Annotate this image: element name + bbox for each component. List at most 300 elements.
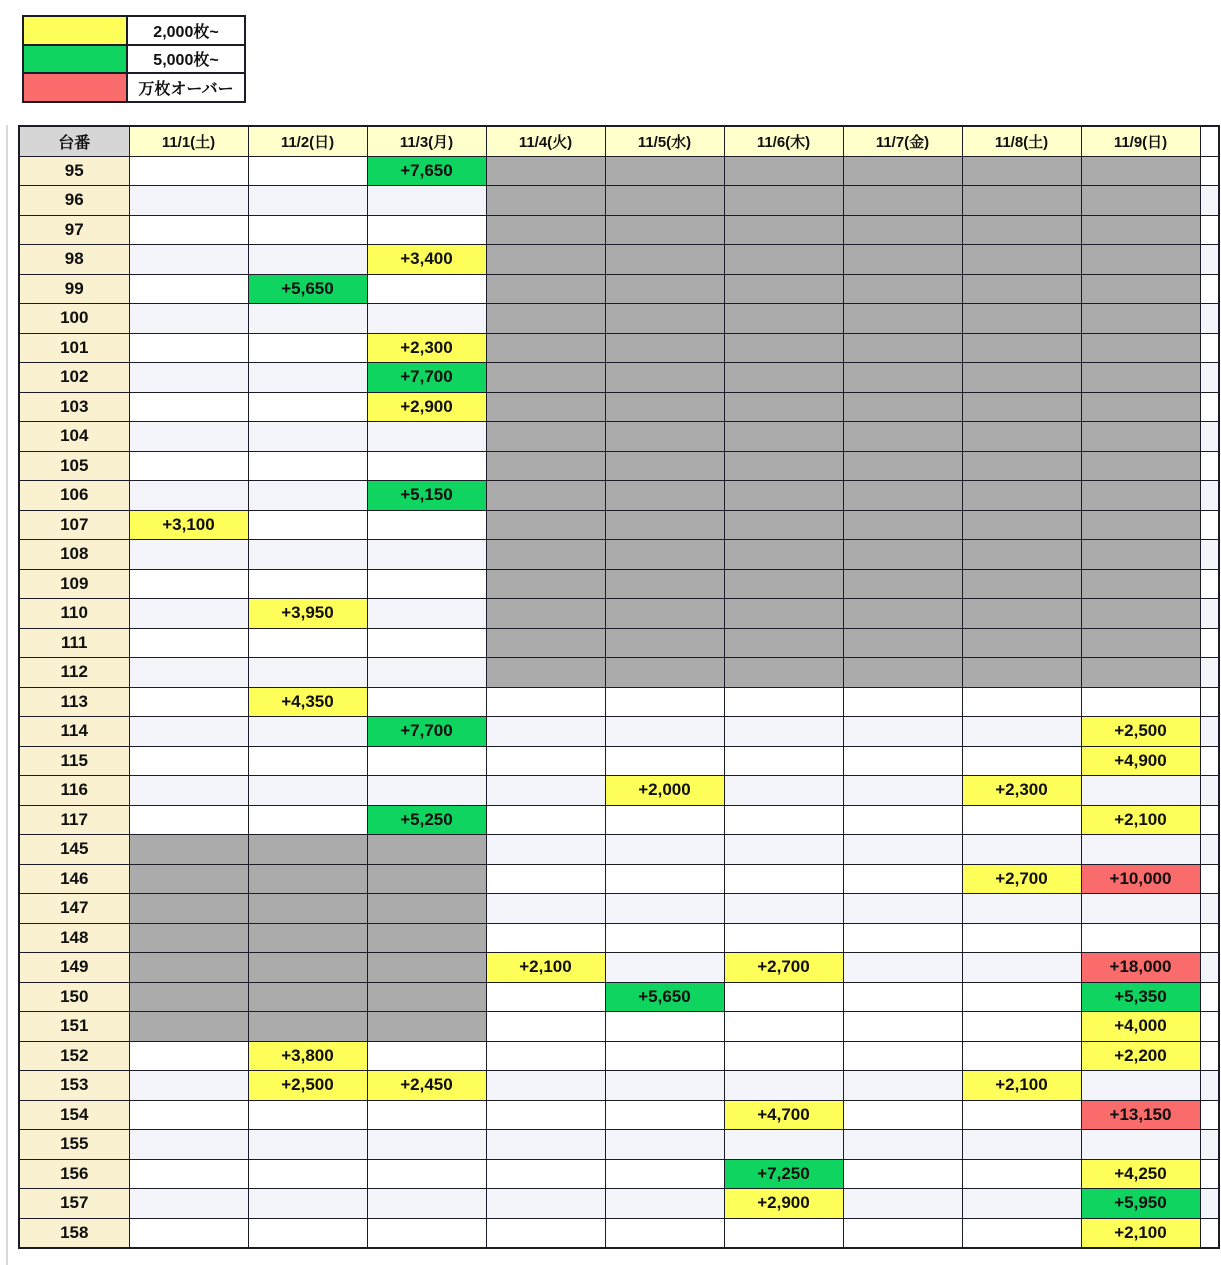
spill-header-cell — [1200, 126, 1219, 156]
legend-row-5000 — [23, 45, 245, 74]
blocked-cell — [248, 982, 367, 1012]
spill-cell — [1200, 186, 1219, 216]
machine-row-152 — [19, 1041, 1219, 1071]
machine-number-cell: 158 — [19, 1218, 129, 1248]
empty-cell — [843, 864, 962, 894]
spill-cell — [1200, 1130, 1219, 1160]
empty-cell — [724, 687, 843, 717]
spill-cell — [1200, 953, 1219, 983]
empty-cell — [605, 1189, 724, 1219]
blocked-cell — [843, 304, 962, 334]
blocked-cell — [1081, 510, 1200, 540]
legend — [22, 15, 246, 103]
machine-row-99 — [19, 274, 1219, 304]
empty-cell — [486, 1041, 605, 1071]
legend-row-manmai — [23, 73, 245, 102]
blocked-cell — [724, 481, 843, 511]
blocked-cell — [605, 215, 724, 245]
spill-cell — [1200, 1012, 1219, 1042]
machine-row-158 — [19, 1218, 1219, 1248]
empty-cell — [248, 1159, 367, 1189]
blocked-cell — [248, 953, 367, 983]
machine-number-cell: 150 — [19, 982, 129, 1012]
empty-cell — [843, 1100, 962, 1130]
blocked-cell — [486, 540, 605, 570]
empty-cell — [129, 481, 248, 511]
empty-cell — [129, 1041, 248, 1071]
empty-cell — [248, 186, 367, 216]
empty-cell — [248, 392, 367, 422]
machine-row-115 — [19, 746, 1219, 776]
blocked-cell — [962, 628, 1081, 658]
blocked-cell — [843, 658, 962, 688]
value-cell: +2,300 — [962, 776, 1081, 806]
machine-row-155 — [19, 1130, 1219, 1160]
machine-row-109 — [19, 569, 1219, 599]
results-table-wrap — [18, 125, 1220, 1249]
empty-cell — [129, 658, 248, 688]
machine-number-cell: 113 — [19, 687, 129, 717]
blocked-cell — [129, 864, 248, 894]
empty-cell — [962, 746, 1081, 776]
machine-row-154 — [19, 1100, 1219, 1130]
empty-cell — [724, 776, 843, 806]
machine-number-cell: 96 — [19, 186, 129, 216]
empty-cell — [248, 540, 367, 570]
value-cell: +2,450 — [367, 1071, 486, 1101]
blocked-cell — [724, 599, 843, 629]
empty-cell — [1081, 687, 1200, 717]
empty-cell — [367, 746, 486, 776]
spill-cell — [1200, 923, 1219, 953]
empty-cell — [129, 1130, 248, 1160]
empty-cell — [248, 1100, 367, 1130]
empty-cell — [248, 658, 367, 688]
spill-cell — [1200, 1218, 1219, 1248]
empty-cell — [962, 1159, 1081, 1189]
blocked-cell — [1081, 274, 1200, 304]
blocked-cell — [724, 186, 843, 216]
blocked-cell — [486, 333, 605, 363]
empty-cell — [129, 422, 248, 452]
blocked-cell — [843, 245, 962, 275]
blocked-cell — [843, 156, 962, 186]
machine-row-157 — [19, 1189, 1219, 1219]
spill-cell — [1200, 540, 1219, 570]
date-header-cell: 11/1(土) — [129, 126, 248, 156]
machine-row-108 — [19, 540, 1219, 570]
machine-row-111 — [19, 628, 1219, 658]
empty-cell — [129, 717, 248, 747]
empty-cell — [367, 274, 486, 304]
empty-cell — [962, 923, 1081, 953]
blocked-cell — [724, 392, 843, 422]
value-cell: +3,400 — [367, 245, 486, 275]
machine-number-cell: 110 — [19, 599, 129, 629]
machine-row-150 — [19, 982, 1219, 1012]
empty-cell — [605, 894, 724, 924]
machine-number-cell: 151 — [19, 1012, 129, 1042]
machine-row-153 — [19, 1071, 1219, 1101]
empty-cell — [248, 746, 367, 776]
blocked-cell — [962, 510, 1081, 540]
blocked-cell — [1081, 422, 1200, 452]
results-table — [18, 125, 1220, 1249]
spill-cell — [1200, 599, 1219, 629]
machine-row-96 — [19, 186, 1219, 216]
empty-cell — [367, 569, 486, 599]
value-cell: +7,700 — [367, 717, 486, 747]
date-header-row — [19, 126, 1219, 156]
empty-cell — [962, 953, 1081, 983]
blocked-cell — [843, 599, 962, 629]
blocked-cell — [724, 658, 843, 688]
empty-cell — [367, 776, 486, 806]
value-cell: +2,100 — [1081, 805, 1200, 835]
blocked-cell — [1081, 186, 1200, 216]
blocked-cell — [1081, 628, 1200, 658]
empty-cell — [486, 835, 605, 865]
empty-cell — [605, 805, 724, 835]
machine-row-146 — [19, 864, 1219, 894]
empty-cell — [843, 1159, 962, 1189]
empty-cell — [605, 1218, 724, 1248]
machine-number-cell: 154 — [19, 1100, 129, 1130]
blocked-cell — [1081, 333, 1200, 363]
machine-row-107 — [19, 510, 1219, 540]
blocked-cell — [962, 304, 1081, 334]
blocked-cell — [486, 245, 605, 275]
blocked-cell — [962, 392, 1081, 422]
machine-number-cell: 111 — [19, 628, 129, 658]
blocked-cell — [248, 894, 367, 924]
blocked-cell — [605, 658, 724, 688]
empty-cell — [248, 717, 367, 747]
machine-row-95 — [19, 156, 1219, 186]
empty-cell — [129, 805, 248, 835]
value-cell: +10,000 — [1081, 864, 1200, 894]
spill-cell — [1200, 569, 1219, 599]
value-cell: +4,700 — [724, 1100, 843, 1130]
spill-cell — [1200, 274, 1219, 304]
empty-cell — [962, 1218, 1081, 1248]
blocked-cell — [724, 274, 843, 304]
empty-cell — [367, 687, 486, 717]
spill-cell — [1200, 982, 1219, 1012]
empty-cell — [129, 333, 248, 363]
empty-cell — [962, 717, 1081, 747]
corner-header-cell: 台番 — [19, 126, 129, 156]
machine-row-104 — [19, 422, 1219, 452]
empty-cell — [486, 1012, 605, 1042]
empty-cell — [367, 658, 486, 688]
blocked-cell — [486, 451, 605, 481]
empty-cell — [248, 156, 367, 186]
value-cell: +7,650 — [367, 156, 486, 186]
blocked-cell — [605, 274, 724, 304]
empty-cell — [724, 835, 843, 865]
spill-cell — [1200, 864, 1219, 894]
value-cell: +5,950 — [1081, 1189, 1200, 1219]
empty-cell — [129, 392, 248, 422]
empty-cell — [843, 982, 962, 1012]
value-cell: +5,250 — [367, 805, 486, 835]
value-cell: +2,200 — [1081, 1041, 1200, 1071]
blocked-cell — [605, 304, 724, 334]
empty-cell — [129, 776, 248, 806]
empty-cell — [367, 451, 486, 481]
machine-number-cell: 103 — [19, 392, 129, 422]
value-cell: +4,900 — [1081, 746, 1200, 776]
blocked-cell — [486, 215, 605, 245]
machine-row-106 — [19, 481, 1219, 511]
empty-cell — [248, 569, 367, 599]
spill-cell — [1200, 1189, 1219, 1219]
empty-cell — [367, 422, 486, 452]
value-cell: +4,250 — [1081, 1159, 1200, 1189]
blocked-cell — [1081, 481, 1200, 511]
machine-number-cell: 148 — [19, 923, 129, 953]
empty-cell — [724, 923, 843, 953]
machine-row-117 — [19, 805, 1219, 835]
spill-cell — [1200, 451, 1219, 481]
empty-cell — [367, 1100, 486, 1130]
empty-cell — [605, 1041, 724, 1071]
blocked-cell — [1081, 304, 1200, 334]
machine-number-cell: 102 — [19, 363, 129, 393]
value-cell: +5,150 — [367, 481, 486, 511]
machine-number-cell: 117 — [19, 805, 129, 835]
date-header-cell: 11/4(火) — [486, 126, 605, 156]
spill-cell — [1200, 1041, 1219, 1071]
blocked-cell — [962, 569, 1081, 599]
empty-cell — [248, 510, 367, 540]
spill-cell — [1200, 628, 1219, 658]
empty-cell — [486, 864, 605, 894]
machine-number-cell: 97 — [19, 215, 129, 245]
blocked-cell — [129, 953, 248, 983]
empty-cell — [605, 1071, 724, 1101]
machine-row-147 — [19, 894, 1219, 924]
empty-cell — [129, 304, 248, 334]
blocked-cell — [605, 363, 724, 393]
empty-cell — [724, 1130, 843, 1160]
machine-number-cell: 112 — [19, 658, 129, 688]
blocked-cell — [486, 569, 605, 599]
machine-row-113 — [19, 687, 1219, 717]
empty-cell — [248, 481, 367, 511]
value-cell: +4,350 — [248, 687, 367, 717]
machine-row-100 — [19, 304, 1219, 334]
empty-cell — [962, 1189, 1081, 1219]
blocked-cell — [962, 156, 1081, 186]
empty-cell — [605, 1012, 724, 1042]
empty-cell — [129, 746, 248, 776]
blocked-cell — [129, 923, 248, 953]
empty-cell — [843, 805, 962, 835]
blocked-cell — [843, 628, 962, 658]
blocked-cell — [843, 392, 962, 422]
value-cell: +5,350 — [1081, 982, 1200, 1012]
blocked-cell — [962, 274, 1081, 304]
legend-label-2000: 2,000枚~ — [127, 16, 245, 45]
blocked-cell — [962, 481, 1081, 511]
blocked-cell — [605, 510, 724, 540]
empty-cell — [962, 1012, 1081, 1042]
spill-cell — [1200, 304, 1219, 334]
machine-row-103 — [19, 392, 1219, 422]
empty-cell — [129, 599, 248, 629]
empty-cell — [129, 245, 248, 275]
empty-cell — [486, 776, 605, 806]
blocked-cell — [605, 333, 724, 363]
blocked-cell — [605, 422, 724, 452]
machine-number-cell: 108 — [19, 540, 129, 570]
empty-cell — [962, 894, 1081, 924]
blocked-cell — [962, 186, 1081, 216]
empty-cell — [248, 304, 367, 334]
empty-cell — [843, 717, 962, 747]
empty-cell — [962, 1130, 1081, 1160]
empty-cell — [605, 1159, 724, 1189]
blocked-cell — [486, 304, 605, 334]
machine-number-cell: 149 — [19, 953, 129, 983]
machine-row-105 — [19, 451, 1219, 481]
spill-cell — [1200, 392, 1219, 422]
machine-row-110 — [19, 599, 1219, 629]
empty-cell — [248, 776, 367, 806]
blocked-cell — [1081, 245, 1200, 275]
blocked-cell — [486, 422, 605, 452]
blocked-cell — [724, 451, 843, 481]
blocked-cell — [843, 510, 962, 540]
value-cell: +2,500 — [248, 1071, 367, 1101]
empty-cell — [486, 1189, 605, 1219]
blocked-cell — [843, 333, 962, 363]
blocked-cell — [962, 215, 1081, 245]
blocked-cell — [248, 864, 367, 894]
spill-cell — [1200, 776, 1219, 806]
spill-cell — [1200, 687, 1219, 717]
blocked-cell — [605, 451, 724, 481]
spill-cell — [1200, 333, 1219, 363]
empty-cell — [367, 1218, 486, 1248]
machine-number-cell: 105 — [19, 451, 129, 481]
date-header-cell: 11/3(月) — [367, 126, 486, 156]
value-cell: +2,100 — [1081, 1218, 1200, 1248]
empty-cell — [1081, 835, 1200, 865]
empty-cell — [486, 894, 605, 924]
empty-cell — [367, 628, 486, 658]
empty-cell — [129, 215, 248, 245]
empty-cell — [248, 215, 367, 245]
blocked-cell — [1081, 451, 1200, 481]
empty-cell — [248, 1130, 367, 1160]
empty-cell — [248, 333, 367, 363]
blocked-cell — [367, 864, 486, 894]
empty-cell — [129, 1189, 248, 1219]
empty-cell — [962, 982, 1081, 1012]
blocked-cell — [962, 333, 1081, 363]
empty-cell — [486, 1100, 605, 1130]
blocked-cell — [1081, 215, 1200, 245]
blocked-cell — [962, 422, 1081, 452]
spill-cell — [1200, 245, 1219, 275]
empty-cell — [486, 805, 605, 835]
empty-cell — [486, 1218, 605, 1248]
empty-cell — [248, 805, 367, 835]
machine-number-cell: 104 — [19, 422, 129, 452]
empty-cell — [129, 540, 248, 570]
legend-label-5000: 5,000枚~ — [127, 45, 245, 74]
blocked-cell — [486, 481, 605, 511]
value-cell: +5,650 — [605, 982, 724, 1012]
blocked-cell — [962, 245, 1081, 275]
empty-cell — [605, 864, 724, 894]
blocked-cell — [486, 392, 605, 422]
spill-cell — [1200, 156, 1219, 186]
spill-cell — [1200, 481, 1219, 511]
empty-cell — [248, 1218, 367, 1248]
spill-cell — [1200, 717, 1219, 747]
empty-cell — [605, 717, 724, 747]
blocked-cell — [1081, 156, 1200, 186]
machine-number-cell: 155 — [19, 1130, 129, 1160]
empty-cell — [486, 687, 605, 717]
machine-row-145 — [19, 835, 1219, 865]
blocked-cell — [962, 599, 1081, 629]
empty-cell — [962, 835, 1081, 865]
empty-cell — [367, 1130, 486, 1160]
spill-cell — [1200, 1100, 1219, 1130]
blocked-cell — [843, 215, 962, 245]
legend-label-manmai: 万枚オーバー — [127, 73, 245, 102]
blocked-cell — [605, 156, 724, 186]
empty-cell — [1081, 1071, 1200, 1101]
blocked-cell — [962, 451, 1081, 481]
empty-cell — [129, 156, 248, 186]
blocked-cell — [724, 628, 843, 658]
value-cell: +2,700 — [962, 864, 1081, 894]
date-header-cell: 11/8(土) — [962, 126, 1081, 156]
empty-cell — [486, 923, 605, 953]
value-cell: +5,650 — [248, 274, 367, 304]
legend-swatch-5000-icon — [23, 45, 127, 74]
empty-cell — [248, 1189, 367, 1219]
blocked-cell — [1081, 599, 1200, 629]
empty-cell — [486, 1130, 605, 1160]
blocked-cell — [129, 835, 248, 865]
value-cell: +2,300 — [367, 333, 486, 363]
machine-row-148 — [19, 923, 1219, 953]
blocked-cell — [843, 274, 962, 304]
empty-cell — [129, 569, 248, 599]
blocked-cell — [486, 658, 605, 688]
blocked-cell — [843, 481, 962, 511]
blocked-cell — [724, 156, 843, 186]
value-cell: +7,250 — [724, 1159, 843, 1189]
blocked-cell — [486, 186, 605, 216]
value-cell: +2,900 — [367, 392, 486, 422]
empty-cell — [605, 746, 724, 776]
empty-cell — [843, 1012, 962, 1042]
legend-swatch-2000-icon — [23, 16, 127, 45]
empty-cell — [962, 1041, 1081, 1071]
empty-cell — [248, 628, 367, 658]
empty-cell — [605, 953, 724, 983]
empty-cell — [843, 746, 962, 776]
value-cell: +2,100 — [962, 1071, 1081, 1101]
